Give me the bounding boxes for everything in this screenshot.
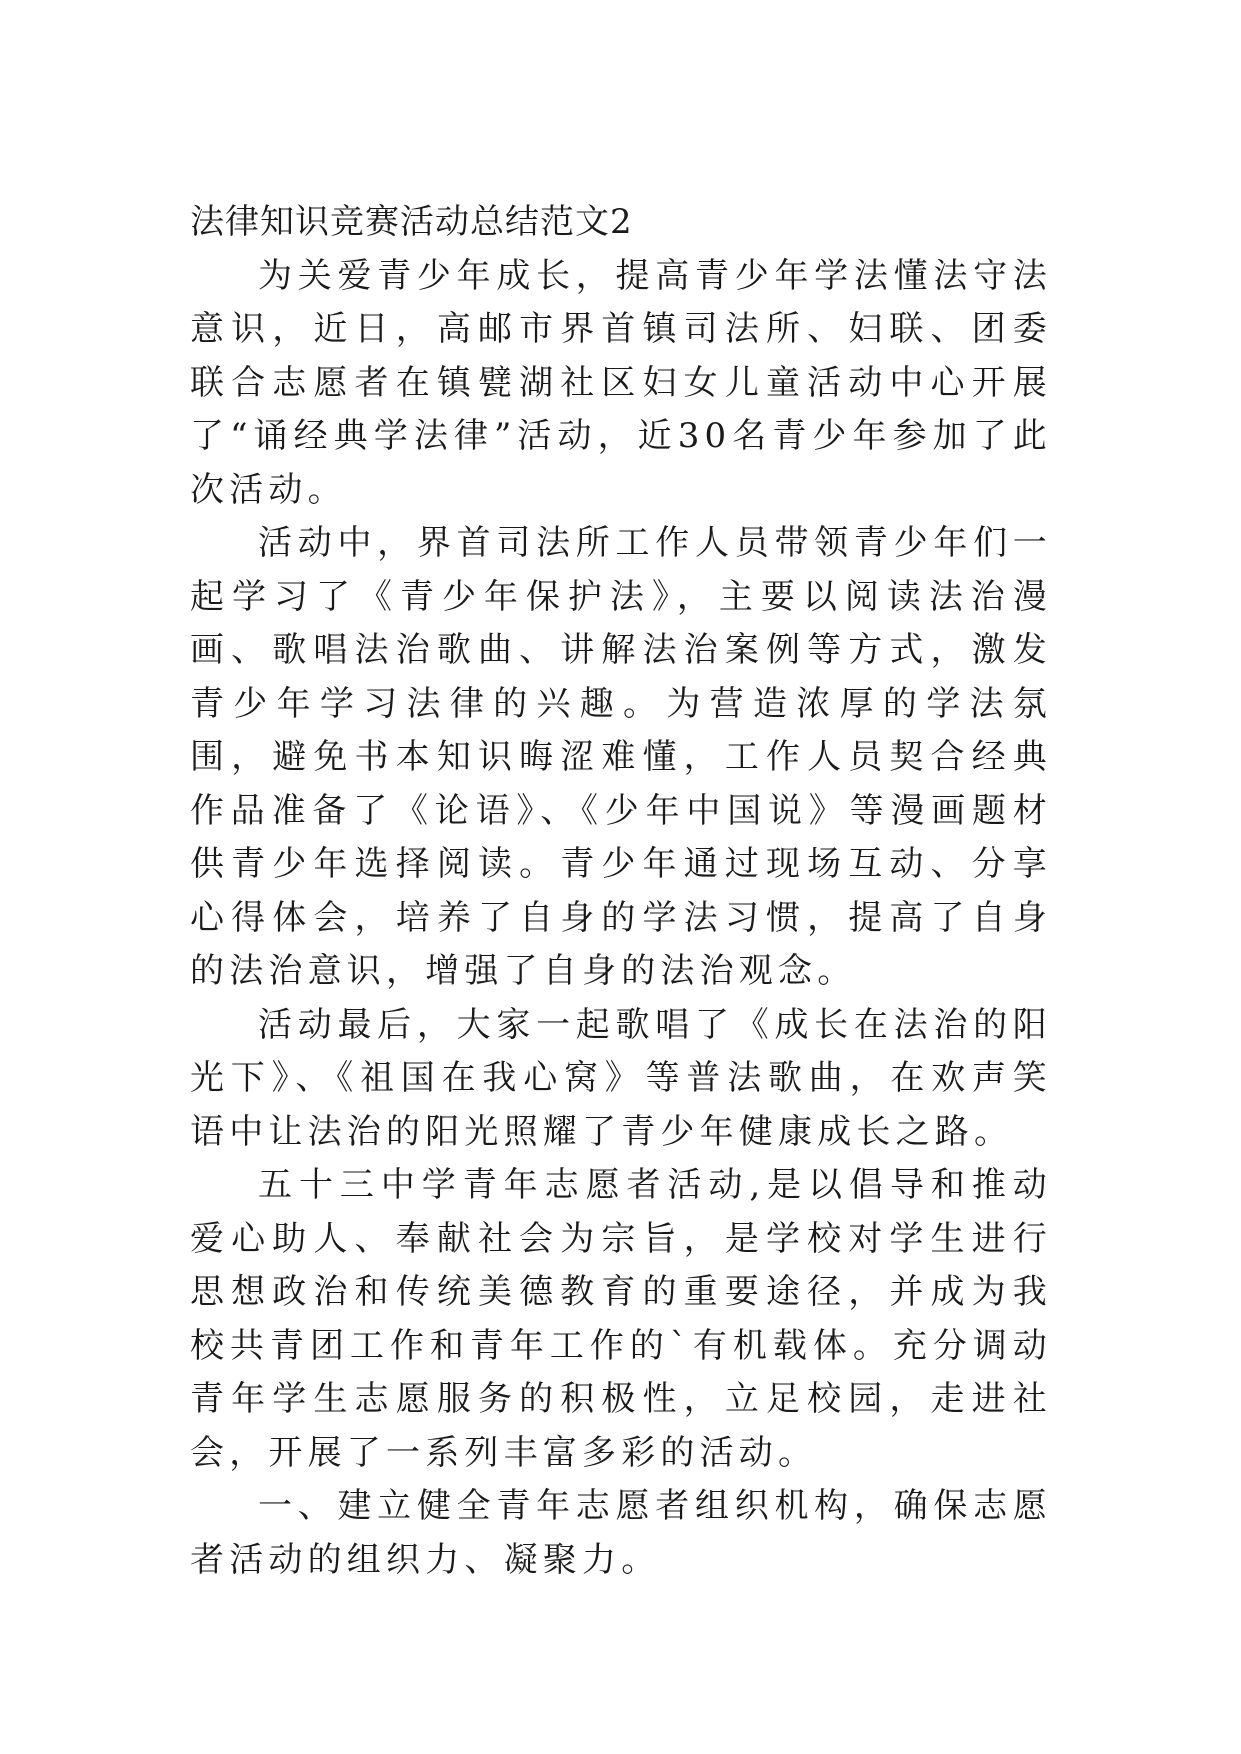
paragraph-activity: 活动中，界首司法所工作人员带领青少年们一起学习了《青少年保护法》，主要以阅读法治漫画、歌唱法治歌曲、讲解法治案例等方式，激发青少年学习法律的兴趣。为营造浓厚的学法氛围，避免书本知识晦涩难懂，工作人员契合经典作品准备了《论语》、《少年中国说》等漫画题材供青少年选择阅读。青少年通过现场互动、分享心得体会，培养了自身的学法习惯，提高了自身的法治意识，增强了自身的法治观念。 <box>190 523 1052 991</box>
document-title: 法律知识竞赛活动总结范文2 <box>190 202 633 242</box>
paragraph-school-volunteers: 五十三中学青年志愿者活动,是以倡导和推动爱心助人、奉献社会为宗旨，是学校对学生进行思想政治和传统美德教育的重要途径，并成为我校共青团工作和青年工作的`有机载体。充分调动青年学生志愿服务的积极性，立足校园，走进社会，开展了一系列丰富多彩的活动。 <box>190 1165 1052 1473</box>
paragraph-section-one: 一、建立健全青年志愿者组织机构，确保志愿者活动的组织力、凝聚力。 <box>190 1486 1052 1580</box>
paragraph-intro: 为关爱青少年成长，提高青少年学法懂法守法意识，近日，高邮市界首镇司法所、妇联、团委联合志愿者在镇甓湖社区妇女儿童活动中心开展了“诵经典学法律”活动，近30名青少年参加了此次活动。 <box>190 255 1052 510</box>
paragraph-conclusion: 活动最后，大家一起歌唱了《成长在法治的阳光下》、《祖国在我心窝》等普法歌曲，在欢声笑语中让法治的阳光照耀了青少年健康成长之路。 <box>190 1004 1052 1152</box>
document-body <box>190 196 1052 1587</box>
